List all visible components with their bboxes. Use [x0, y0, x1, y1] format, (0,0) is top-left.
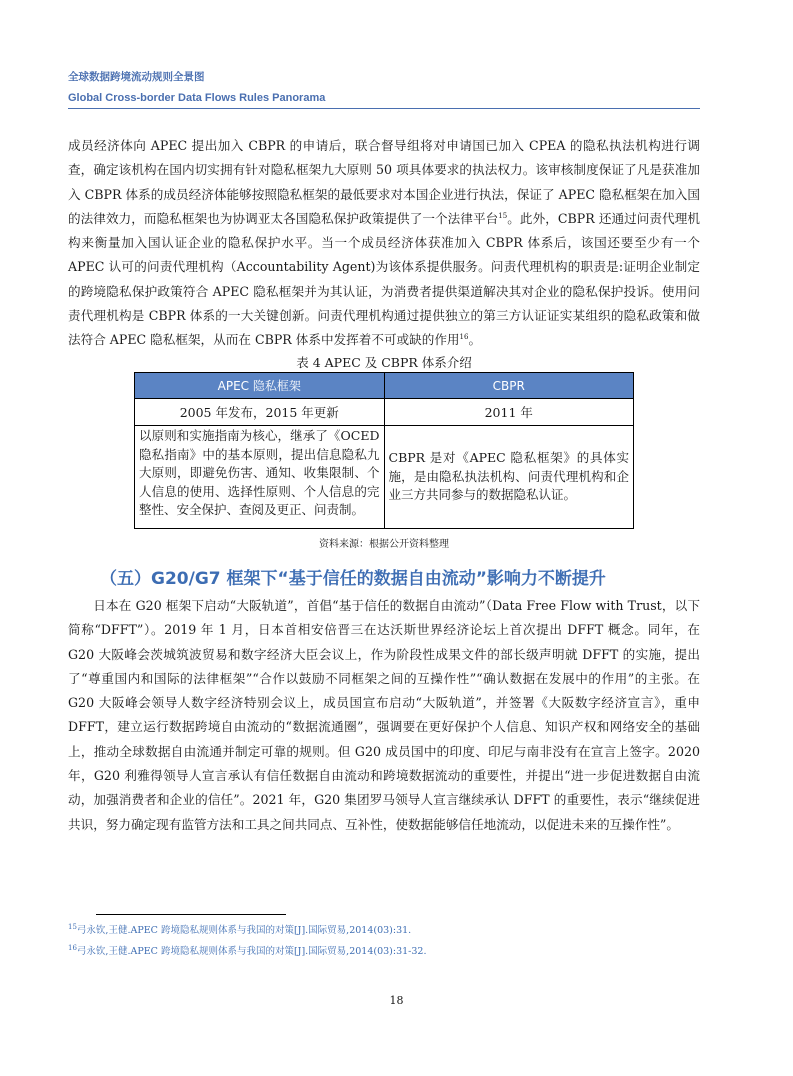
footnote-text: 弓永钦,王健.APEC 跨境隐私规则体系与我国的对策[J].国际贸易,2014(03):31. — [76, 925, 412, 936]
running-header — [68, 70, 700, 106]
paragraph-2-text: 日本在 G20 框架下启动“大阪轨道”，首倡“基于信任的数据自由流动”（Data Free Flow with Trust，以下简称“DFFT”）。2019 年 1 月，日本首相安倍晋三在达沃斯世界经济论坛上首次提出 DFFT 概念。同年，在 G20 大阪峰会茨城筑波贸易和数字经济大臣会议上，作为阶段性成果文件的部长级声明就 DFFT 的实施，提出了“尊重国内和国际的法律框架”“合作以鼓励不同框架之间的互操作性”“确认数据在发展中的作用”的主张。在 G20 大阪峰会领导人数字经济特别会议上，成员国宣布启动“大阪轨道”，并签署《大阪数字经济宣言》，重申 DFFT，建立运行数据跨境自由流动的“数据流通圈”，强调要在更好保护个人信息、知识产权和网络安全的基础上，推动全球数据自由流通并制定可靠的规则。但 G20 成员国中的印度、印尼与南非没有在宣言上签字。2020 年，G20 利雅得领导人宣言承认有信任数据自由流动和跨境数据流动的重要性，并提出“进一步促进数据自由流动，加强消费者和企业的信任”。2021 年，G20 集团罗马领导人宣言继续承认 DFFT 的重要性，表示“继续促进共识，努力确定现有监管方法和工具之间共同点、互补性，使数据能够信任地流动，以促进未来的互操作性”。 — [68, 598, 700, 832]
table-row — [135, 426, 634, 529]
paragraph-1-text-cont: 。此外，CBPR 还通过问责代理机构来衡量加入国认证企业的隐私保护水平。当一个成员经济体获准加入 CBPR 体系后，该国还要至少有一个 APEC 认可的问责代理机构（Accountability Agent)为该体系提供服务。问责代理机构的职责是:证明企业制定的跨境隐私保护政策符合 APEC 隐私框架并为其认证，为消费者提供渠道解决其对企业的隐私保护投诉。使用问责代理机构是 CBPR 体系的一大关键创新。问责代理机构通过提供独立的第三方认证证实某组织的隐私政策和做法符合 APEC 隐私框架，从而在 CBPR 体系中发挥着不可或缺的作用 — [68, 210, 700, 348]
apec-cbpr-table — [134, 372, 634, 529]
paragraph-1-text-end: 。 — [468, 332, 482, 348]
footnote-divider — [96, 914, 286, 915]
footnote-text: 弓永钦,王健.APEC 跨境隐私规则体系与我国的对策[J].国际贸易,2014(03):31-32. — [76, 946, 427, 957]
section-heading: （五）G20/G7 框架下“基于信任的数据自由流动”影响力不断提升 — [100, 569, 606, 589]
footnote-ref-15[interactable]: 15 — [498, 211, 508, 220]
footnote-number: 16 — [68, 943, 77, 952]
table-header-cbpr: CBPR — [384, 373, 634, 399]
body-paragraph-1 — [68, 134, 700, 353]
table-source-note: 资料来源：根据公开资料整理 — [319, 539, 449, 550]
header-title-cn: 全球数据跨境流动规则全景图 — [68, 71, 205, 83]
footnote-ref-16[interactable]: 16 — [459, 333, 469, 342]
footnote-number: 15 — [68, 922, 77, 931]
paragraph-1-text: 成员经济体向 APEC 提出加入 CBPR 的申请后，联合督导组将对申请国已加入 CPEA 的隐私执法机构进行调查，确定该机构在国内切实拥有针对隐私框架九大原则 50 项具体要求的执法权力。该审核制度保证了凡是获准加入 CBPR 体系的成员经济体能够按照隐私框架的最低要求对本国企业进行执法，保证了 APEC 隐私框架在加入国的法律效力，而隐私框架也为协调亚太各国隐私保护政策提供了一个法律平台 — [68, 138, 700, 226]
table-cell: 2011 年 — [384, 399, 634, 426]
footnote-16 — [68, 945, 700, 959]
footnote-15 — [68, 924, 700, 938]
body-paragraph-2 — [68, 594, 700, 837]
table-cell: CBPR 是对《APEC 隐私框架》的具体实施，是由隐私执法机构、问责代理机构和企业三方共同参与的数据隐私认证。 — [384, 426, 634, 529]
header-title-en: Global Cross-border Data Flows Rules Panorama — [68, 92, 326, 104]
table-header-row — [135, 373, 634, 399]
header-divider — [68, 108, 700, 109]
table-header-apec: APEC 隐私框架 — [135, 373, 385, 399]
page-number: 18 — [389, 994, 404, 1007]
table-cell: 2005 年发布，2015 年更新 — [135, 399, 385, 426]
table-caption: 表 4 APEC 及 CBPR 体系介绍 — [296, 355, 472, 370]
table-row — [135, 399, 634, 426]
table-cell: 以原则和实施指南为核心，继承了《OCED 隐私指南》中的基本原则，提出信息隐私九大原则，即避免伤害、通知、收集限制、个人信息的使用、选择性原则、个人信息的完整性、安全保护、查阅及更正、问责制。 — [135, 426, 385, 529]
